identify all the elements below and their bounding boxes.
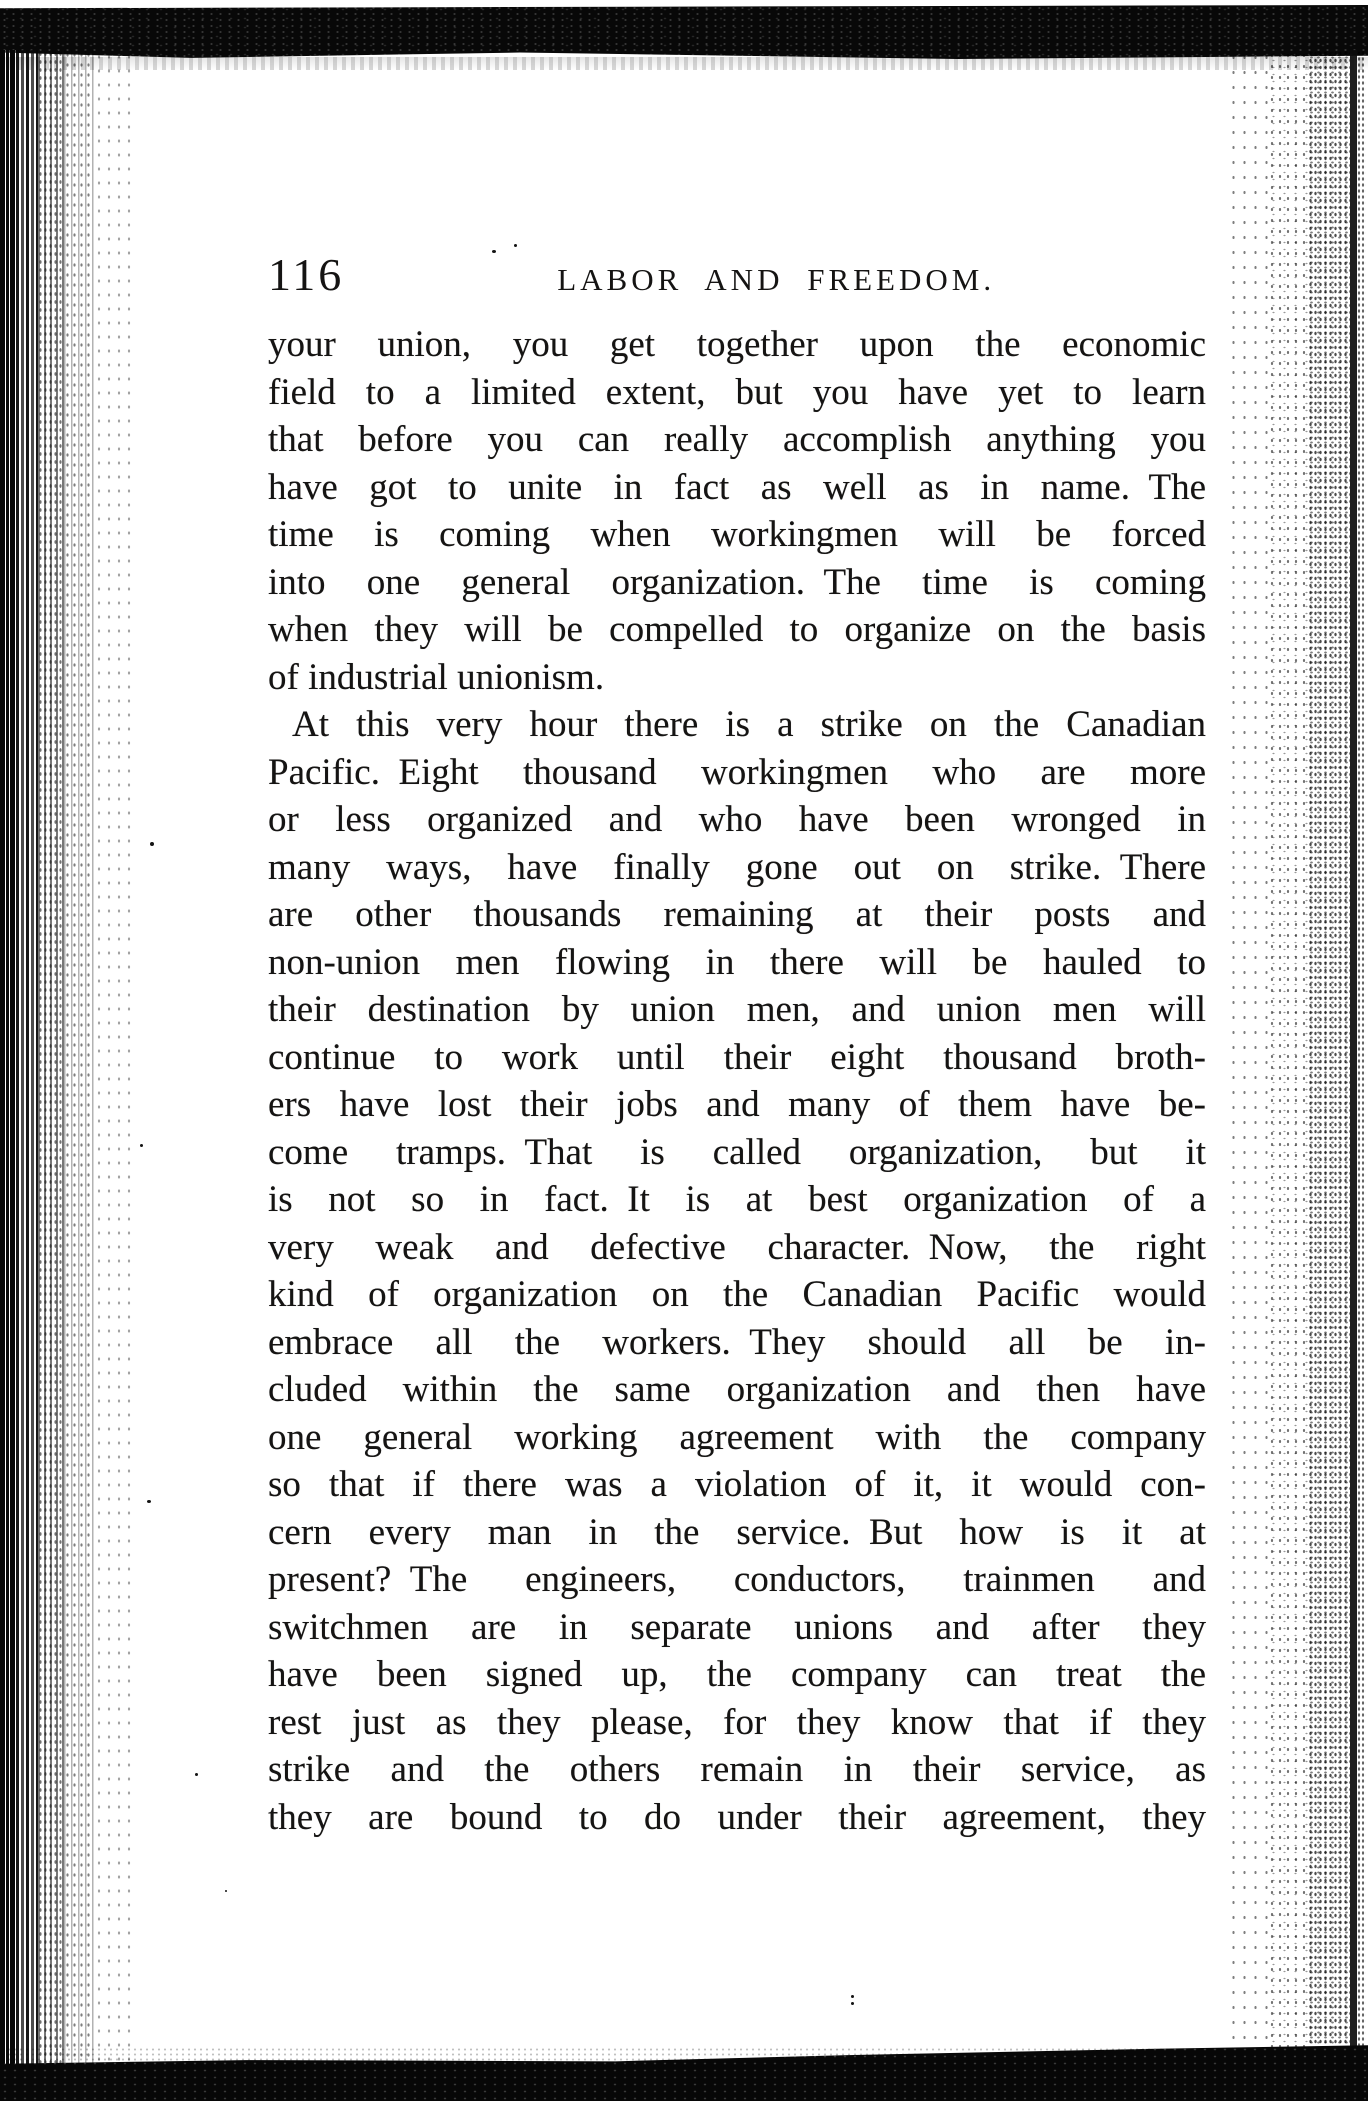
binding-streak bbox=[0, 50, 16, 2067]
text-line: kind of organization on the Canadian Pacific would bbox=[268, 1274, 1206, 1315]
edge-speckle bbox=[1357, 50, 1366, 2101]
scan-speck bbox=[195, 1773, 198, 1776]
paragraph bbox=[268, 701, 1206, 1841]
text-line: one general working agreement with the company bbox=[268, 1416, 1206, 1458]
text-line: when they will be compelled to organize on the basis bbox=[268, 609, 1206, 650]
scan-top-edge bbox=[0, 5, 1368, 59]
text-line: or less organized and who have been wronged in bbox=[268, 799, 1206, 840]
text-line: time is coming when workingmen will be forced bbox=[268, 514, 1206, 555]
page-edge-line bbox=[1350, 50, 1357, 2101]
text-line: many ways, have finally gone out on strike. There bbox=[268, 846, 1206, 888]
text-line: ers have lost their jobs and many of them have be- bbox=[268, 1084, 1206, 1125]
text-line: cluded within the same organization and then have bbox=[268, 1369, 1206, 1410]
scan-speck bbox=[492, 250, 496, 253]
scan-top-edge-fade bbox=[0, 57, 1368, 70]
paragraph bbox=[268, 321, 1206, 701]
text-line: embrace all the workers. They should all be in- bbox=[268, 1321, 1206, 1363]
text-line: field to a limited extent, but you have yet to learn bbox=[268, 371, 1206, 413]
scan-speck bbox=[150, 842, 154, 846]
text-line: your union, you get together upon the economic bbox=[268, 324, 1206, 365]
text-line: are other thousands remaining at their posts and bbox=[268, 894, 1206, 935]
edge-speckle bbox=[1228, 50, 1268, 2101]
scan-speck bbox=[140, 1144, 143, 1147]
binding-streak bbox=[16, 50, 38, 2067]
body-text bbox=[268, 321, 1206, 1841]
text-line: rest just as they please, for they know that if they bbox=[268, 1701, 1206, 1743]
text-line: of industrial unionism. bbox=[268, 656, 605, 698]
text-line: have got to unite in fact as well as in name. The bbox=[268, 466, 1206, 508]
text-line: At this very hour there is a strike on the Canadian bbox=[292, 704, 1206, 745]
text-line: is not so in fact. It is at best organization of a bbox=[268, 1179, 1206, 1220]
text-line: so that if there was a violation of it, it would con- bbox=[268, 1464, 1206, 1505]
text-line: their destination by union men, and union men will bbox=[268, 989, 1206, 1030]
text-line: strike and the others remain in their service, as bbox=[268, 1749, 1206, 1790]
scan-speck bbox=[851, 1995, 854, 1998]
scan-left-binding bbox=[0, 50, 132, 2067]
page-number: 116 bbox=[268, 249, 345, 300]
text-line: that before you can really accomplish anything you bbox=[268, 419, 1206, 460]
text-line: Pacific. Eight thousand workingmen who are more bbox=[268, 751, 1206, 793]
text-line: cern every man in the service. But how is it at bbox=[268, 1511, 1206, 1553]
binding-streak bbox=[64, 50, 94, 2067]
scan-speck bbox=[514, 244, 517, 247]
text-line: very weak and defective character. Now, the right bbox=[268, 1226, 1206, 1268]
edge-speckle bbox=[1268, 50, 1308, 2101]
binding-streak bbox=[38, 50, 64, 2067]
text-line: continue to work until their eight thousand broth- bbox=[268, 1036, 1206, 1078]
scan-speck bbox=[147, 1500, 151, 1503]
running-header: LABOR AND FREEDOM. bbox=[557, 262, 996, 297]
page-header bbox=[268, 248, 1208, 301]
text-line: they are bound to do under their agreement, they bbox=[268, 1796, 1206, 1838]
text-line: non-union men flowing in there will be hauled to bbox=[268, 941, 1206, 983]
text-line: switchmen are in separate unions and after they bbox=[268, 1606, 1206, 1648]
text-line: have been signed up, the company can treat the bbox=[268, 1654, 1206, 1695]
scan-speck bbox=[851, 2002, 854, 2005]
scan-speck bbox=[225, 1890, 227, 1892]
text-line: come tramps. That is called organization, but it bbox=[268, 1131, 1206, 1173]
text-line: into one general organization. The time is coming bbox=[268, 561, 1206, 603]
edge-speckle bbox=[1308, 50, 1350, 2101]
text-line: present? The engineers, conductors, trainmen and bbox=[268, 1559, 1206, 1600]
scan-right-page-edge bbox=[1218, 50, 1368, 2101]
binding-streak bbox=[94, 50, 132, 2067]
